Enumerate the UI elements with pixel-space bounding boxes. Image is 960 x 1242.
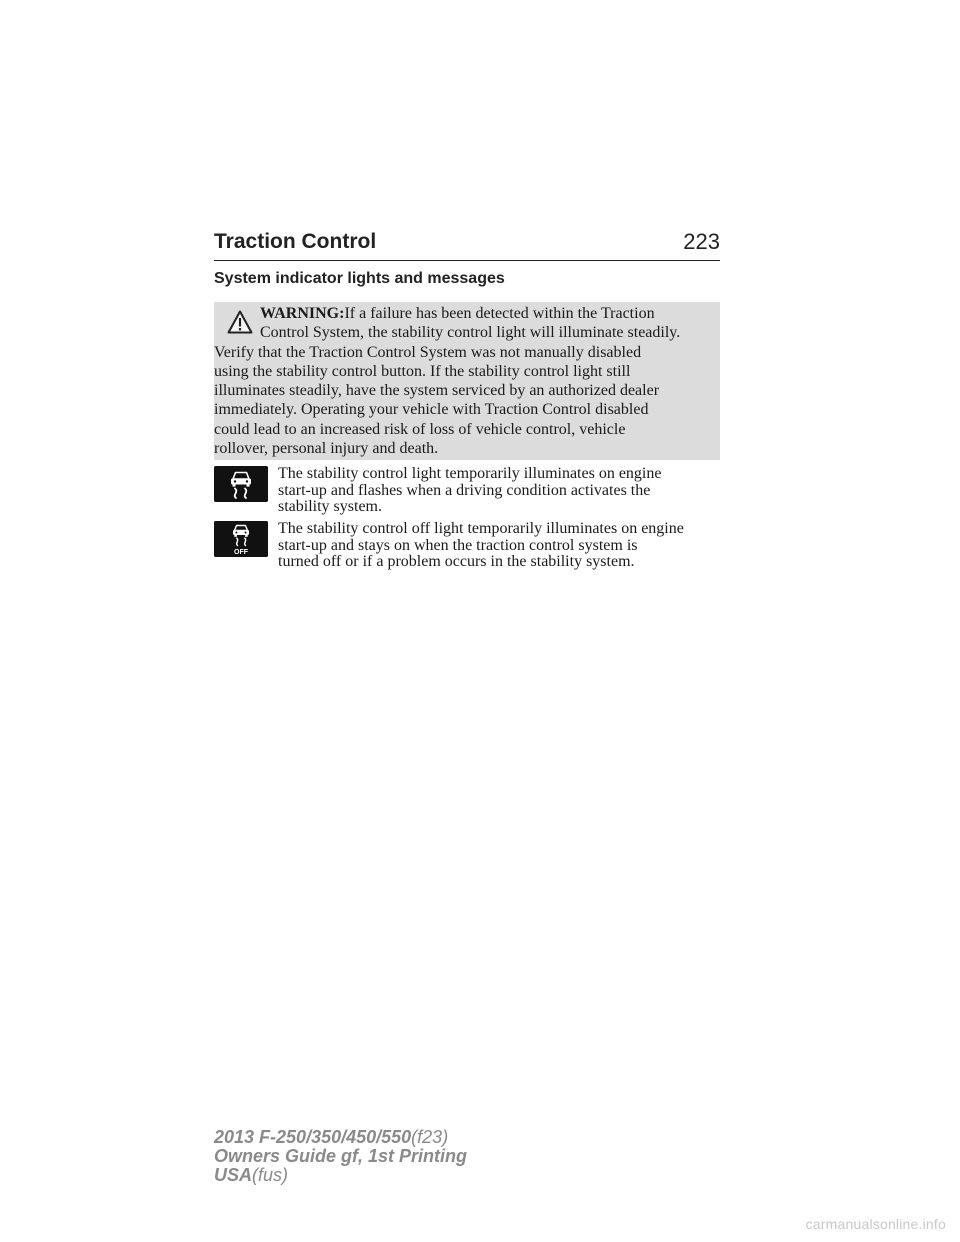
footer-model: 2013 F-250/350/450/550(f23): [214, 1127, 449, 1147]
section-heading: System indicator lights and messages: [214, 270, 505, 287]
warning-text: [214, 304, 714, 458]
warning-line: WARNING:If a failure has been detected within the Traction: [260, 305, 655, 322]
page-header: [214, 228, 720, 261]
warning-line: rollover, personal injury and death.: [214, 440, 439, 458]
footer-region: USA(fus): [214, 1165, 289, 1185]
warning-box: [214, 302, 720, 460]
off-label: OFF: [234, 549, 248, 556]
warning-line: Control System, the stability control light will illuminate steadily.: [260, 324, 681, 342]
stability-control-off-icon: [214, 521, 268, 557]
indicator-description: The stability control off light temporarily illuminates on engine start-up and stays on when the traction control system is turned off or if a problem occurs in the stability system.: [278, 520, 684, 570]
warning-line: using the stability control button. If the stability control light still: [214, 362, 631, 380]
warning-line: Verify that the Traction Control System was not manually disabled: [214, 343, 642, 361]
indicator-description: The stability control light temporarily illuminates on engine start-up and flashes when a driving condition activates the stability system.: [278, 465, 662, 515]
warning-line: illuminates steadily, have the system serviced by an authorized dealer: [214, 382, 660, 400]
warning-line: immediately. Operating your vehicle with Traction Control disabled: [214, 401, 649, 419]
chapter-title: Traction Control: [214, 230, 377, 253]
print-footer: [214, 1128, 467, 1185]
watermark: carmanualsonline.info: [805, 1216, 946, 1232]
footer-guide: Owners Guide gf, 1st Printing: [214, 1146, 468, 1166]
page-number: 223: [683, 229, 720, 254]
warning-line: could lead to an increased risk of loss of vehicle control, vehicle: [214, 420, 626, 438]
warning-label: WARNING:: [260, 305, 345, 322]
stability-control-icon: [214, 466, 268, 502]
